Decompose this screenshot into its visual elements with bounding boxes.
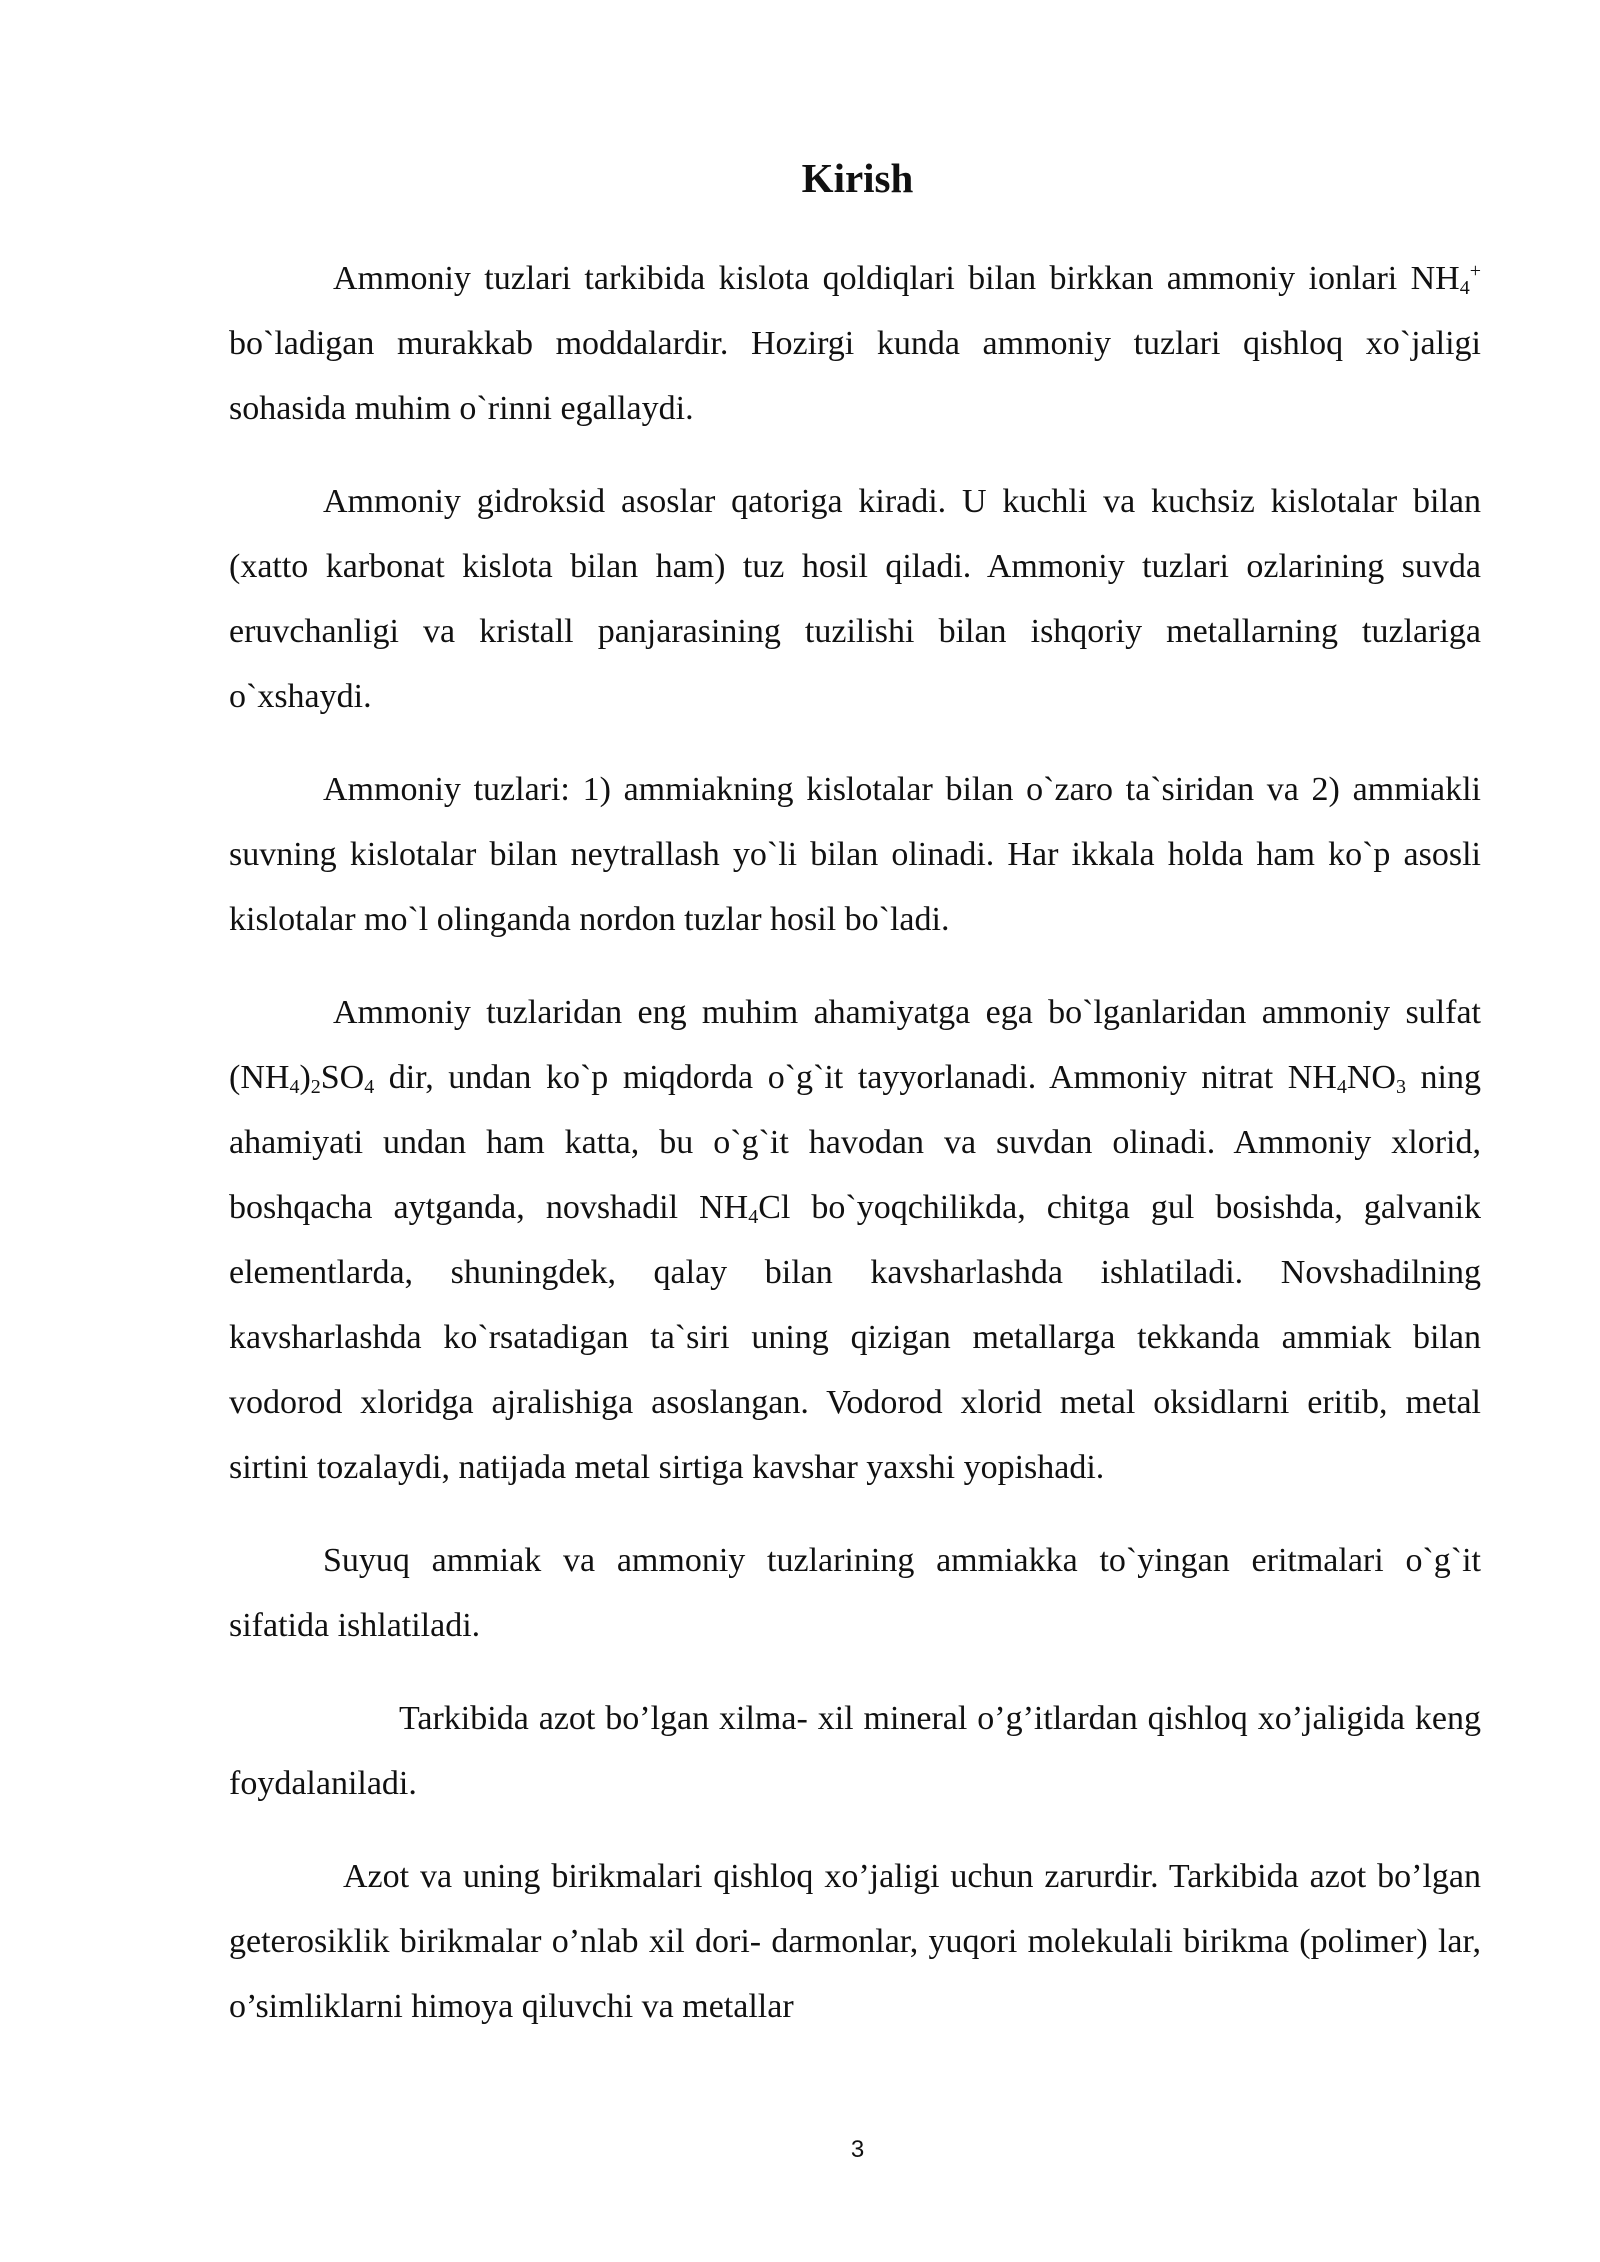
- paragraph-1-text-a: Ammoniy tuzlari tarkibida kislota qoldiqlari bilan birkkan ammoniy ionlari NH: [333, 260, 1460, 297]
- paragraph-5: [229, 1528, 1481, 1658]
- paragraph-4-sub-4: 4: [1336, 1076, 1347, 1098]
- paragraph-4-sub-1: 4: [289, 1076, 300, 1098]
- paragraph-4-sub-5: 3: [1395, 1076, 1406, 1098]
- paragraph-1-text-b: bo`ladigan murakkab moddalardir. Hozirgi kunda ammoniy tuzlari qishloq xo`jaligi sohasida muhim o`rinni egallaydi.: [229, 325, 1481, 427]
- paragraph-4-sub-3: 4: [364, 1076, 375, 1098]
- paragraph-6-text: Tarkibida azot bo’lgan xilma- xil mineral o’g’itlardan qishloq xo’jaligida keng foydalaniladi.: [229, 1700, 1481, 1802]
- paragraph-4-sub-6: 4: [748, 1206, 759, 1228]
- paragraph-4-sub-2: 2: [310, 1076, 321, 1098]
- paragraph-4: [229, 980, 1481, 1500]
- paragraph-4-text-6: ning ahamiyati undan ham katta, bu o`g`it havodan va suvdan olinadi. Ammoniy xlorid, boshqacha aytganda, novshadil NH: [229, 1059, 1481, 1226]
- document-body: [229, 246, 1481, 2067]
- paragraph-4-text-1: Ammoniy tuzlaridan eng muhim ahamiyatga ega bo`lganlaridan ammoniy sulfat (NH: [229, 994, 1481, 1096]
- paragraph-4-text-2: ): [299, 1059, 311, 1096]
- paragraph-4-text-5: NO: [1346, 1059, 1396, 1096]
- page-number: 3: [850, 2136, 865, 2163]
- paragraph-7: [229, 1844, 1481, 2039]
- paragraph-1: [229, 246, 1481, 441]
- paragraph-1-superscript: +: [1469, 260, 1481, 282]
- paragraph-4-text-3: SO: [320, 1059, 365, 1096]
- paragraph-4-text-7: Cl bo`yoqchilikda, chitga gul bosishda, galvanik elementlarda, shuningdek, qalay bilan kavsharlashda ishlatiladi. Novshadilning kavsharlashda ko`rsatadigan ta`siri uning qizigan metallarga tekkanda ammiak bilan vodorod xloridga ajralishiga asoslangan. Vodorod xlorid metal oksidlarni eritib, metal sirtini tozalaydi, natijada metal sirtiga kavshar yaxshi yopishadi.: [229, 1189, 1482, 1486]
- paragraph-5-text: Suyuq ammiak va ammoniy tuzlarining ammiakka to`yingan eritmalari o`g`it sifatida ishlatiladi.: [229, 1542, 1481, 1644]
- paragraph-3-text: Ammoniy tuzlari: 1) ammiakning kislotalar bilan o`zaro ta`siridan va 2) ammiakli suvning kislotalar bilan neytrallash yo`li bilan olinadi. Har ikkala holda ham ko`p asosli kislotalar mo`l olinganda nordon tuzlar hosil bo`ladi.: [229, 771, 1481, 938]
- paragraph-3: [229, 757, 1481, 952]
- paragraph-1-subscript: 4: [1459, 277, 1470, 299]
- paragraph-2: [229, 469, 1481, 729]
- paragraph-6: [229, 1686, 1481, 1816]
- paragraph-4-text-4: dir, undan ko`p miqdorda o`g`it tayyorlanadi. Ammoniy nitrat NH: [374, 1059, 1337, 1096]
- paragraph-7-text: Azot va uning birikmalari qishloq xo’jaligi uchun zarurdir. Tarkibida azot bo’lgan geterosiklik birikmalar o’nlab xil dori- darmonlar, yuqori molekulali birikma (polimer) lar, o’simliklarni himoya qiluvchi va metallar: [229, 1858, 1481, 2025]
- page-title: Kirish: [801, 155, 914, 201]
- paragraph-2-text: Ammoniy gidroksid asoslar qatoriga kiradi. U kuchli va kuchsiz kislotalar bilan (xatto karbonat kislota bilan ham) tuz hosil qiladi. Ammoniy tuzlari ozlarining suvda eruvchanligi va kristall panjarasining tuzilishi bilan ishqoriy metallarning tuzlariga o`xshaydi.: [229, 483, 1481, 715]
